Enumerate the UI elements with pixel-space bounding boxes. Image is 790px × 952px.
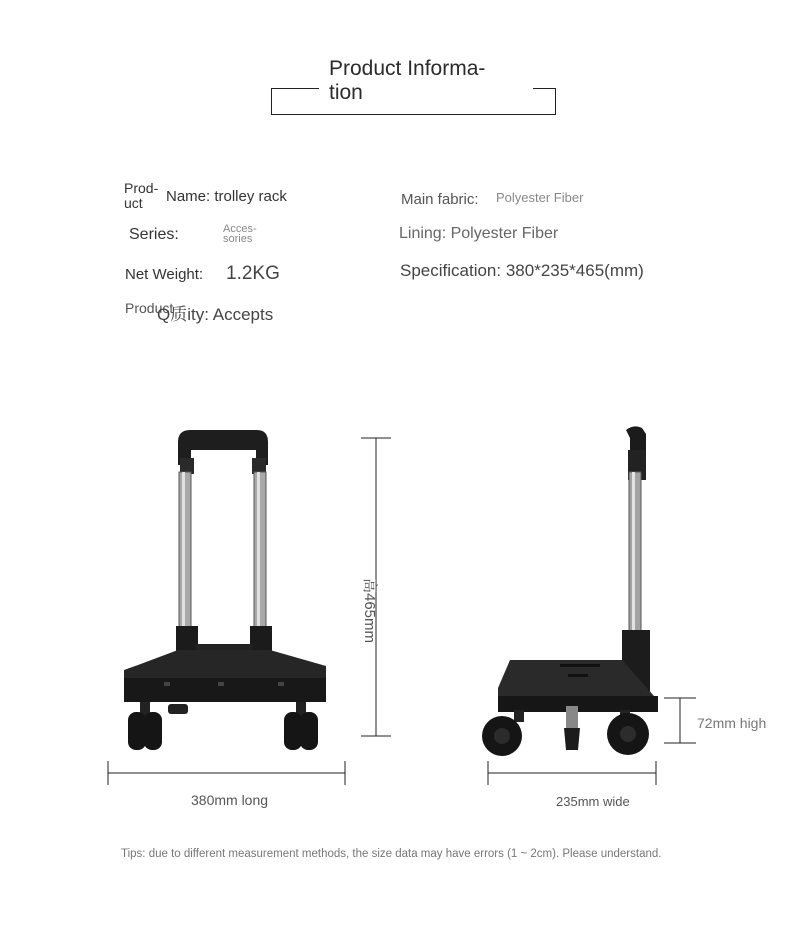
name-value: Name: trolley rack [166, 188, 287, 205]
specification-value: Specification: 380*235*465(mm) [400, 261, 644, 280]
page-title: Product Informa- tion [325, 57, 533, 105]
handle-grip [626, 426, 646, 454]
width-label: 235mm wide [556, 794, 630, 809]
length-dimension-line [100, 755, 360, 795]
wheel-height-label: 72mm high [697, 715, 767, 731]
wheel [128, 712, 146, 750]
length-label: 380mm long [191, 792, 269, 808]
wheel [284, 712, 302, 750]
product-overlap-label: Product [125, 300, 174, 316]
tips-note: Tips: due to different measurement methods, the size data may have errors (1 ~ 2cm). Please understand. [121, 848, 662, 860]
series-label: Series: [129, 226, 179, 243]
accessories-value: Acces- sories [223, 223, 257, 245]
wheel [144, 712, 162, 750]
main-fabric-label: Main fabric: [401, 191, 479, 208]
lining-value: Lining: Polyester Fiber [399, 225, 559, 242]
wheel [300, 712, 318, 750]
net-weight-value: 1.2KG [226, 263, 280, 284]
width-dimension-line [480, 757, 670, 793]
quantity-value: Q质ity: Accepts [157, 305, 274, 324]
main-fabric-value: Polyester Fiber [496, 190, 584, 205]
product-label: Prod- uct [124, 180, 159, 211]
height-label: 高465mm [361, 578, 378, 644]
net-weight-label: Net Weight: [125, 266, 204, 283]
trolley-side-view [470, 420, 680, 760]
